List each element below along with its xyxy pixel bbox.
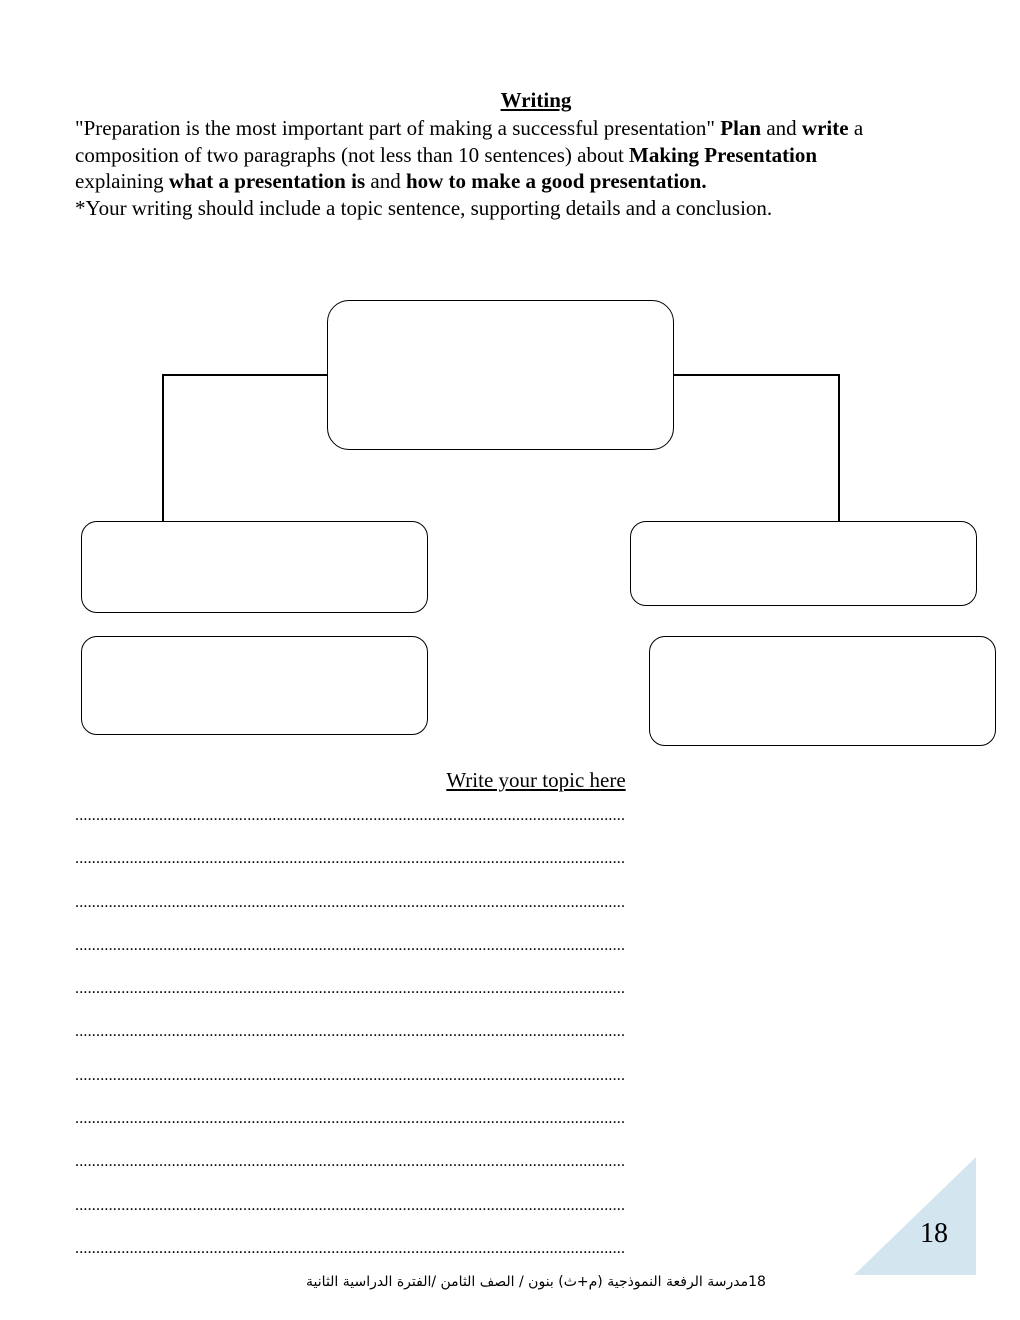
writing-line-dots: ................................................................................................................................... — [75, 1154, 626, 1171]
writing-lines[interactable] — [75, 808, 875, 1284]
connector-right-vertical — [838, 374, 840, 522]
connector-right-horizontal — [673, 374, 839, 376]
writing-line-dots: ................................................................................................................................... — [75, 1024, 626, 1041]
section-title: Writing — [500, 88, 572, 112]
connector-left-vertical — [162, 374, 164, 522]
writing-prompt — [75, 115, 975, 222]
writing-line[interactable] — [75, 981, 875, 1024]
page-number: 18 — [920, 1218, 948, 1249]
writing-line[interactable] — [75, 1068, 875, 1111]
writing-line[interactable] — [75, 1024, 875, 1067]
corner-triangle — [854, 1157, 976, 1275]
topic-label: Write your topic here — [446, 768, 626, 792]
detail-box-left-1[interactable] — [81, 521, 428, 613]
detail-box-left-2[interactable] — [81, 636, 428, 735]
connector-left-horizontal — [162, 374, 328, 376]
writing-line[interactable] — [75, 1111, 875, 1154]
writing-line-dots: ................................................................................................................................... — [75, 894, 626, 911]
prompt-line-3: explaining what a presentation is and how to make a good presentation. — [75, 169, 707, 194]
writing-line[interactable] — [75, 851, 875, 894]
prompt-line-4: *Your writing should include a topic sentence, supporting details and a conclusion. — [75, 196, 773, 221]
writing-line-dots: ................................................................................................................................... — [75, 1067, 626, 1084]
writing-line-dots: ................................................................................................................................... — [75, 981, 626, 998]
writing-line[interactable] — [75, 1154, 875, 1197]
writing-line[interactable] — [75, 808, 875, 851]
writing-line-dots: ................................................................................................................................... — [75, 1197, 626, 1214]
prompt-line-1: "Preparation is the most important part of making a successful presentation" Plan and write a — [75, 116, 864, 140]
detail-box-right-2[interactable] — [649, 636, 996, 746]
writing-line-dots: ................................................................................................................................... — [75, 808, 626, 824]
writing-line[interactable] — [75, 938, 875, 981]
detail-box-right-1[interactable] — [630, 521, 977, 606]
footer-text: 18مدرسة الرفعة النموذجية (م+ث) بنون / الصف الثامن /الفترة الدراسية الثانية — [306, 1274, 766, 1290]
writing-line-dots: ................................................................................................................................... — [75, 1240, 626, 1257]
prompt-line-2: composition of two paragraphs (not less than 10 sentences) about Making Presentation — [75, 142, 818, 167]
writing-line-dots: ................................................................................................................................... — [75, 851, 626, 868]
writing-line-dots: ................................................................................................................................... — [75, 937, 626, 954]
topic-box[interactable] — [327, 300, 674, 450]
writing-line[interactable] — [75, 1198, 875, 1241]
writing-line-dots: ................................................................................................................................... — [75, 1111, 626, 1128]
writing-line[interactable] — [75, 895, 875, 938]
